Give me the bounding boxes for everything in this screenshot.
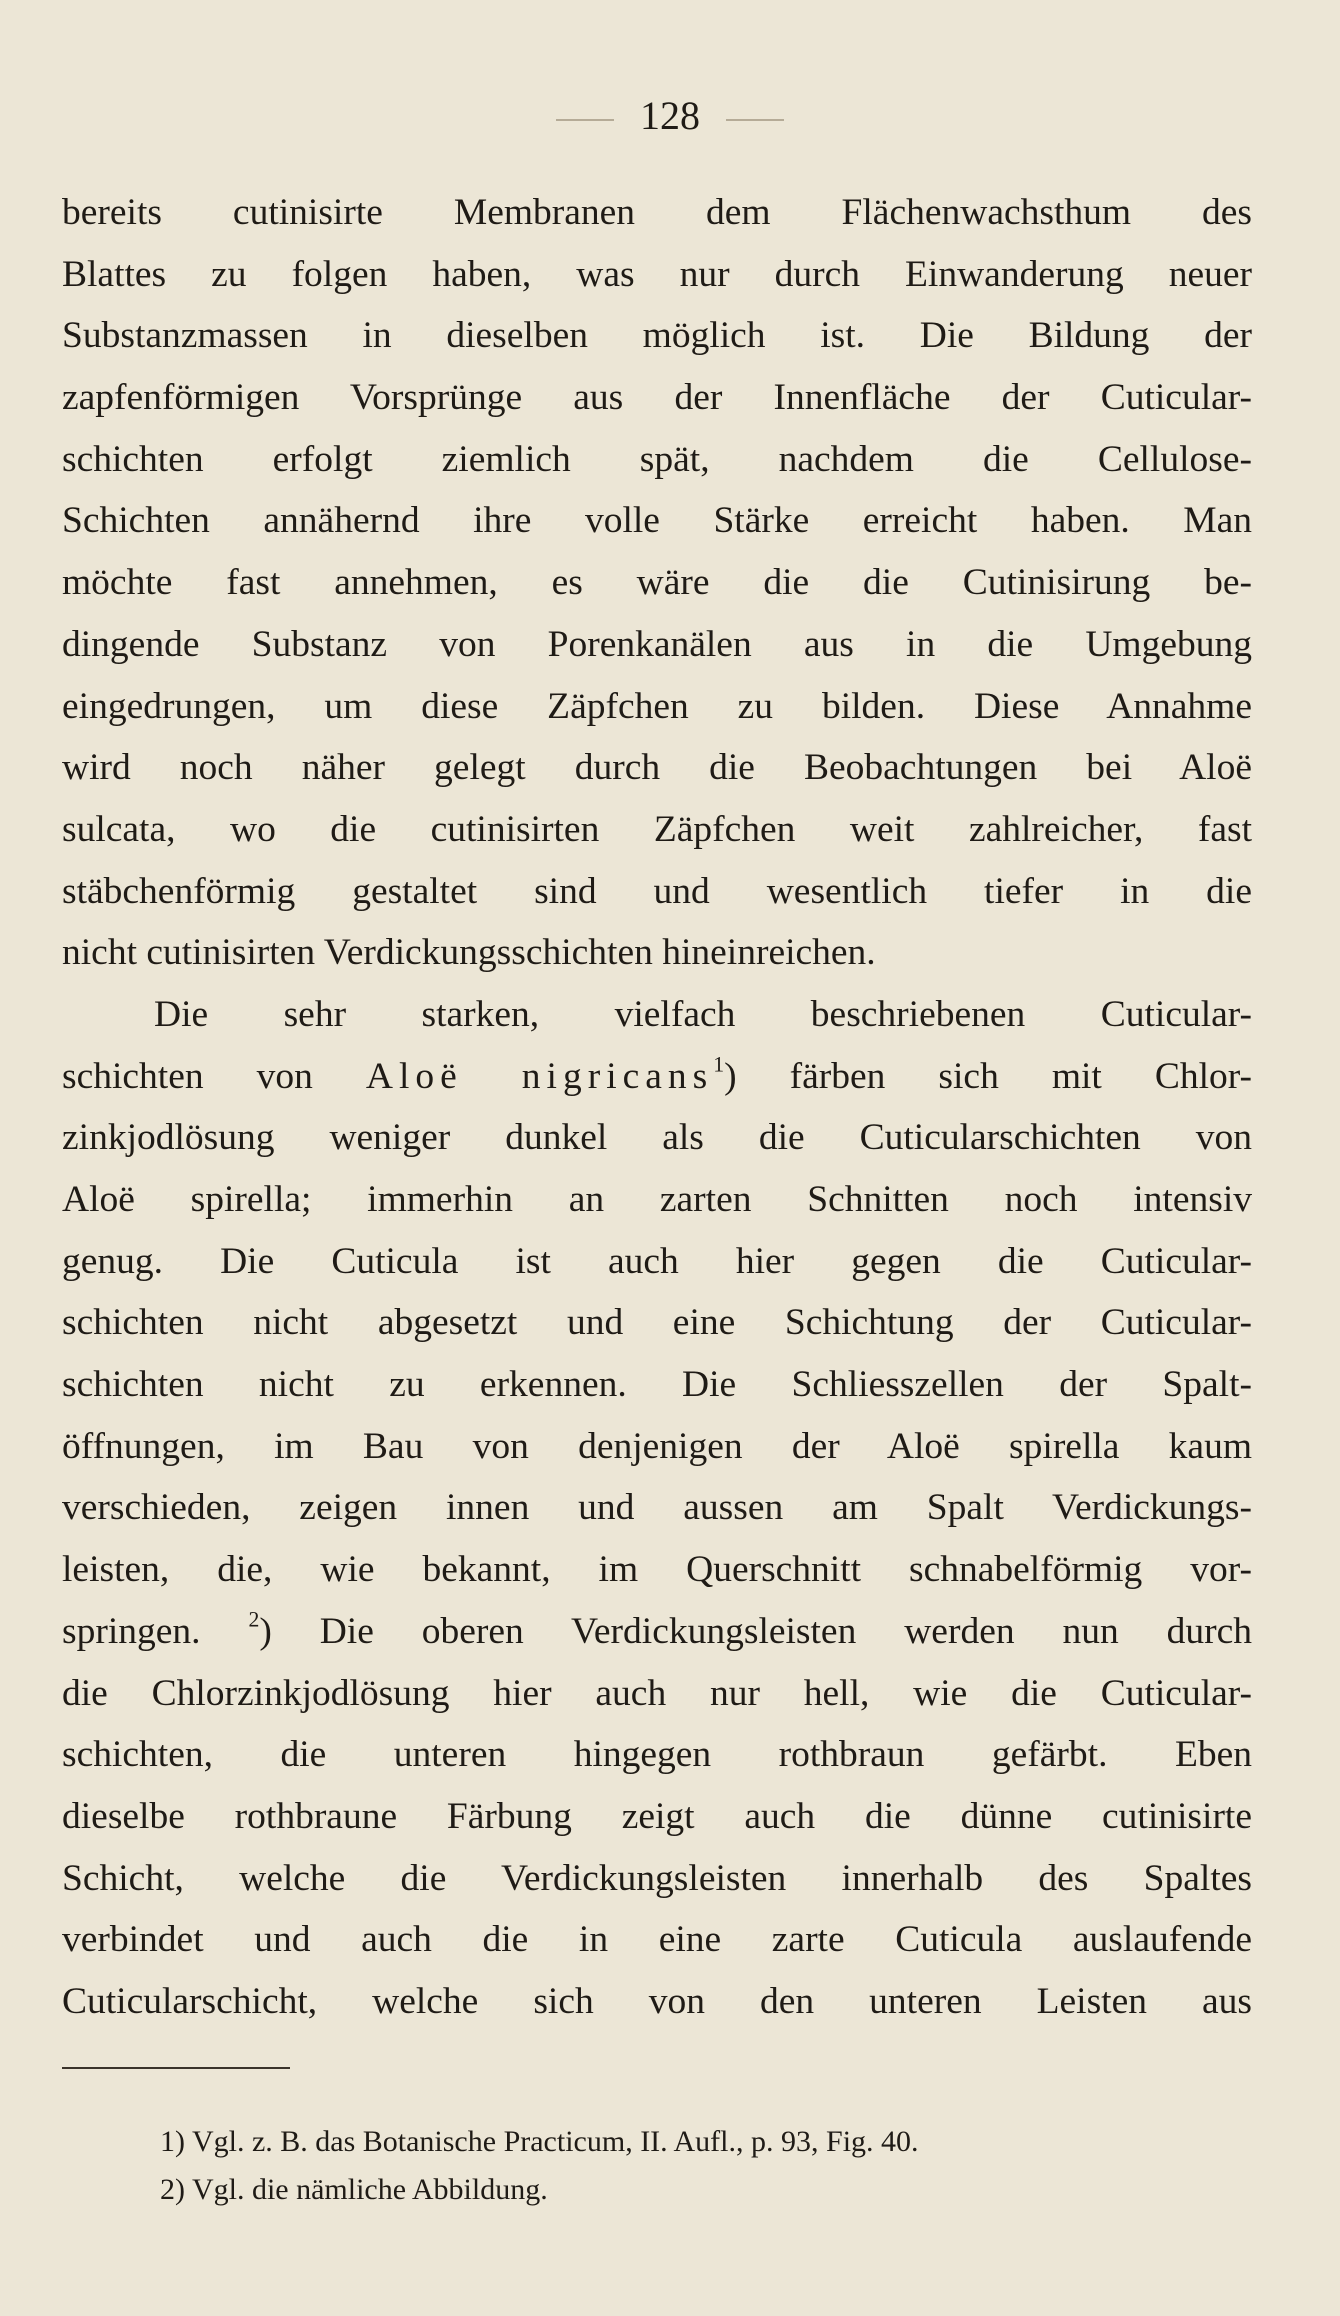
text-line: wird noch näher gelegt durch die Beobachtungen bei Aloë [62,747,1252,789]
text-line: stäbchenförmig gestaltet sind und wesentlich tiefer in die [62,870,1252,912]
body-text [62,182,1252,2033]
paragraph-start-line: Die sehr starken, vielfach beschriebenen Cuticular- [154,993,1252,1035]
text-line: schichten erfolgt ziemlich spät, nachdem die Cellulose- [62,438,1252,480]
text-line: Schichten annähernd ihre volle Stärke erreicht haben. Man [62,500,1252,542]
text-line: sulcata, wo die cutinisirten Zäpfchen weit zahlreicher, fast [62,808,1252,850]
text-line: nicht cutinisirten Verdickungsschichten hineinreichen. [62,932,876,974]
text-line: zinkjodlösung weniger dunkel als die Cuticularschichten von [62,1117,1252,1159]
footnote-ref-2[interactable]: 2 [248,1607,260,1632]
text-line: bereits cutinisirte Membranen dem Flächenwachsthum des [62,192,1252,233]
text-line: leisten, die, wie bekannt, im Querschnitt schnabelförmig vor- [62,1549,1252,1591]
text-line: eingedrungen, um diese Zäpfchen zu bilden. Diese Annahme [62,685,1252,727]
text-line: genug. Die Cuticula ist auch hier gegen die Cuticular- [62,1240,1252,1282]
text-line-with-reference [62,1601,1252,1663]
header-dash-right [726,119,784,121]
text-line: schichten nicht zu erkennen. Die Schliesszellen der Spalt- [62,1364,1252,1406]
text-line: schichten, die unteren hingegen rothbraun gefärbt. Eben [62,1734,1252,1776]
footnote-1: 1) Vgl. z. B. das Botanische Practicum, II. Aufl., p. 93, Fig. 40. [160,2125,919,2158]
species-name-spaced: Aloë nigricans [365,1055,714,1097]
text-line: öffnungen, im Bau von denjenigen der Aloë spirella kaum [62,1425,1252,1467]
page-header [0,88,1340,144]
text-line: Schicht, welche die Verdickungsleisten innerhalb des Spaltes [62,1857,1252,1899]
text-line: Blattes zu folgen haben, was nur durch Einwanderung neuer [62,253,1252,295]
text-line: Cuticularschicht, welche sich von den unteren Leisten aus [62,1980,1252,2022]
footnotes [160,2118,1260,2214]
text-line-with-reference [62,1046,1252,1108]
footnote-separator [62,2067,290,2069]
header-dash-left [556,119,614,121]
footnote-2: 2) Vgl. die nämliche Abbildung. [160,2173,548,2206]
text-line: möchte fast annehmen, es wäre die die Cutinisirung be- [62,562,1252,604]
page-number: 128 [640,93,700,138]
text-fragment: schichten von [62,1055,366,1097]
text-line: verbindet und auch die in eine zarte Cuticula auslaufende [62,1919,1252,1961]
text-fragment: springen. [62,1610,201,1652]
footnote-ref-1[interactable]: 1 [713,1052,725,1077]
text-line: zapfenförmigen Vorsprünge aus der Innenfläche der Cuticular- [62,377,1252,419]
text-fragment: ) Die oberen Verdickungsleisten werden nun durch [259,1610,1253,1652]
text-line: Substanzmassen in dieselben möglich ist. Die Bildung der [62,315,1252,357]
text-line: dieselbe rothbraune Färbung zeigt auch die dünne cutinisirte [62,1795,1252,1837]
text-line: Aloë spirella; immerhin an zarten Schnitten noch intensiv [62,1179,1252,1220]
text-line: dingende Substanz von Porenkanälen aus in die Umgebung [62,623,1252,665]
text-line: verschieden, zeigen innen und aussen am Spalt Verdickungs- [62,1487,1252,1529]
text-fragment: ) färben sich mit Chlor- [724,1055,1252,1097]
text-line: schichten nicht abgesetzt und eine Schichtung der Cuticular- [62,1302,1252,1344]
text-line: die Chlorzinkjodlösung hier auch nur hell, wie die Cuticular- [62,1672,1252,1714]
